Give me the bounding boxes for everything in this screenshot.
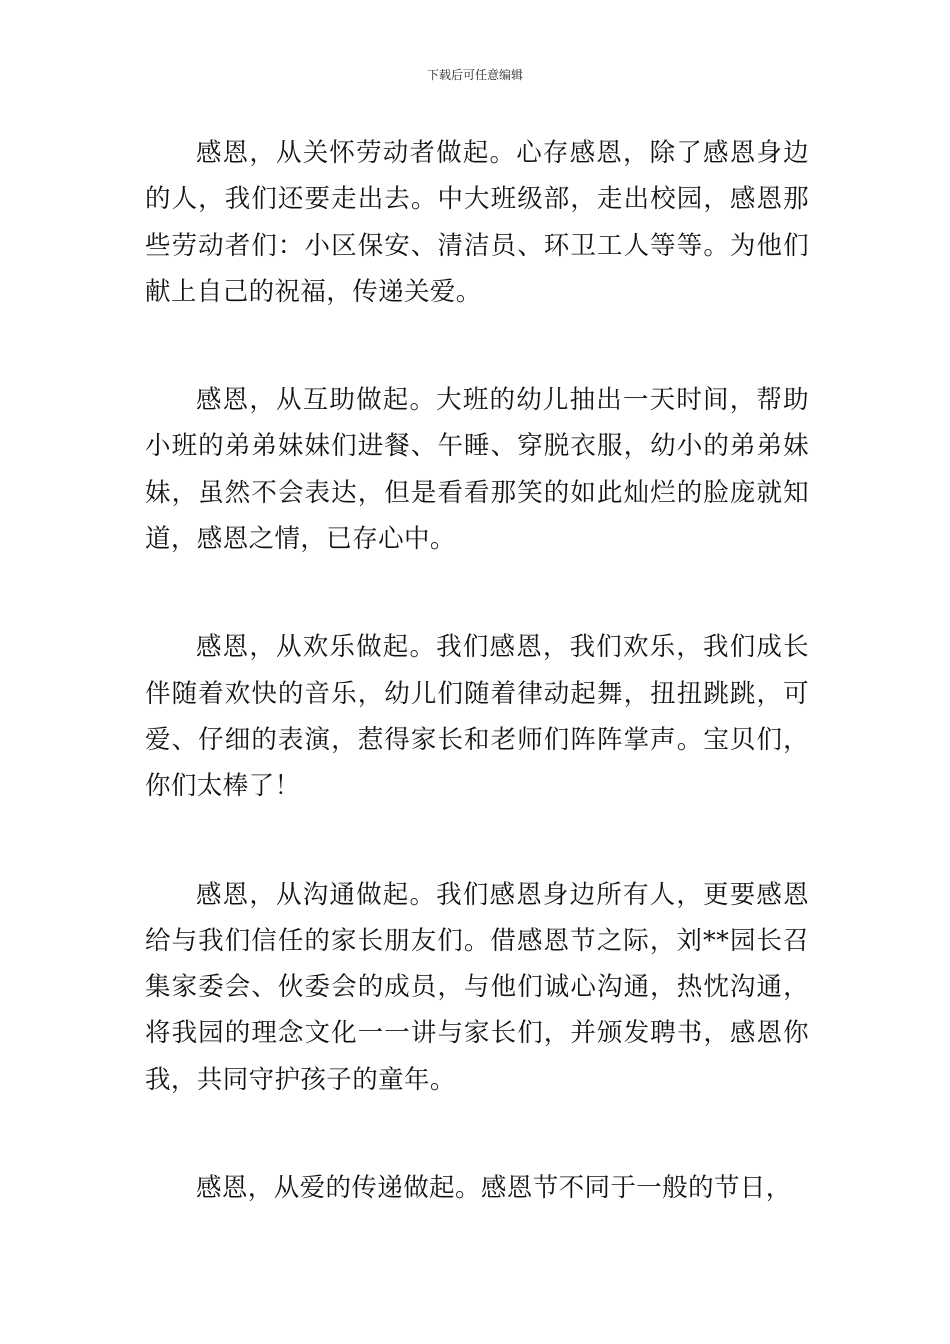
paragraph-mutual-help: 感恩，从互助做起。大班的幼儿抽出一天时间，帮助小班的弟弟妹妹们进餐、午睡、穿脱衣服，幼小的弟弟妹妹，虽然不会表达，但是看看那笑的如此灿烂的脸庞就知道，感恩之情，已存心中。 [145,385,809,555]
paragraph-passing-love: 感恩，从爱的传递做起。感恩节不同于一般的节日， [196,1173,792,1204]
paragraph-communication: 感恩，从沟通做起。我们感恩身边所有人，更要感恩给与我们信任的家长朋友们。借感恩节之际，刘**园长召集家委会、伙委会的成员，与他们诚心沟通，热忱沟通，将我园的理念文化一一讲与家长们，并颁发聘书，感恩你我，共同守护孩子的童年。 [145,879,809,1095]
document-body [145,130,809,1211]
page-header: 下载后可任意编辑 [426,68,523,82]
paragraph-caring-workers: 感恩，从关怀劳动者做起。心存感恩，除了感恩身边的人，我们还要走出去。中大班级部，走出校园，感恩那些劳动者们：小区保安、清洁员、环卫工人等等。为他们献上自己的祝福，传递关爱。 [145,138,809,307]
paragraph-joy: 感恩，从欢乐做起。我们感恩，我们欢乐，我们成长伴随着欢快的音乐，幼儿们随着律动起舞，扭扭跳跳，可爱、仔细的表演，惹得家长和老师们阵阵掌声。宝贝们，你们太棒了！ [145,632,809,802]
